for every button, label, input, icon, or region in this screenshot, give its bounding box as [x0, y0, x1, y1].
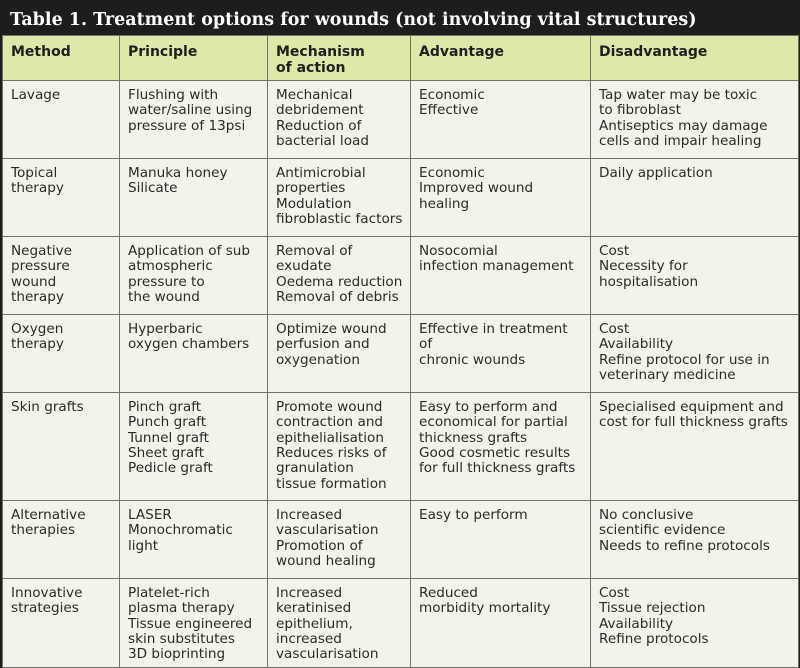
header-principle: Principle [120, 36, 268, 81]
table-row [3, 159, 799, 237]
cell-method: Negative pressure wound therapy [3, 237, 120, 315]
cell-advantage: Easy to perform [411, 501, 591, 579]
cell-principle: LASER Monochromatic light [120, 501, 268, 579]
table-row [3, 393, 799, 501]
header-method: Method [3, 36, 120, 81]
cell-advantage: Reduced morbidity mortality [411, 579, 591, 667]
cell-principle: Pinch graft Punch graft Tunnel graft Sheet graft Pedicle graft [120, 393, 268, 501]
cell-method: Alternative therapies [3, 501, 120, 579]
cell-principle: Application of sub atmospheric pressure to the wound [120, 237, 268, 315]
cell-advantage: Nosocomial infection management [411, 237, 591, 315]
cell-method: Lavage [3, 81, 120, 159]
table-row [3, 501, 799, 579]
cell-advantage: Easy to perform and economical for partial thickness grafts Good cosmetic results for full thickness grafts [411, 393, 591, 501]
cell-advantage: Economic Effective [411, 81, 591, 159]
cell-method: Topical therapy [3, 159, 120, 237]
cell-mechanism: Optimize wound perfusion and oxygenation [268, 315, 411, 393]
cell-method: Innovative strategies [3, 579, 120, 667]
header-advantage: Advantage [411, 36, 591, 81]
table-row [3, 81, 799, 159]
cell-disadvantage: Cost Tissue rejection Availability Refine protocols [591, 579, 799, 667]
cell-mechanism: Antimicrobial properties Modulation fibroblastic factors [268, 159, 411, 237]
cell-disadvantage: Tap water may be toxic to fibroblast Antiseptics may damage cells and impair healing [591, 81, 799, 159]
cell-disadvantage: No conclusive scientific evidence Needs to refine protocols [591, 501, 799, 579]
cell-disadvantage: Cost Necessity for hospitalisation [591, 237, 799, 315]
cell-mechanism: Promote wound contraction and epithelialisation Reduces risks of granulation tissue formation [268, 393, 411, 501]
cell-principle: Flushing with water/saline using pressure of 13psi [120, 81, 268, 159]
table-header-row [3, 36, 799, 81]
cell-method: Oxygen therapy [3, 315, 120, 393]
cell-advantage: Economic Improved wound healing [411, 159, 591, 237]
cell-disadvantage: Cost Availability Refine protocol for use in veterinary medicine [591, 315, 799, 393]
header-mechanism: Mechanism of action [268, 36, 411, 81]
header-disadvantage: Disadvantage [591, 36, 799, 81]
table-row [3, 579, 799, 667]
cell-mechanism: Removal of exudate Oedema reduction Removal of debris [268, 237, 411, 315]
cell-mechanism: Increased keratinised epithelium, increased vascularisation [268, 579, 411, 667]
cell-disadvantage: Daily application [591, 159, 799, 237]
cell-principle: Platelet-rich plasma therapy Tissue engineered skin substitutes 3D bioprinting [120, 579, 268, 667]
cell-principle: Hyperbaric oxygen chambers [120, 315, 268, 393]
table-title: Table 1. Treatment options for wounds (not involving vital structures) [10, 10, 697, 30]
cell-mechanism: Increased vascularisation Promotion of wound healing [268, 501, 411, 579]
cell-mechanism: Mechanical debridement Reduction of bacterial load [268, 81, 411, 159]
treatment-options-table [2, 35, 799, 668]
table-row [3, 315, 799, 393]
cell-disadvantage: Specialised equipment and cost for full thickness grafts [591, 393, 799, 501]
table-row [3, 237, 799, 315]
cell-principle: Manuka honey Silicate [120, 159, 268, 237]
cell-method: Skin grafts [3, 393, 120, 501]
cell-advantage: Effective in treatment of chronic wounds [411, 315, 591, 393]
